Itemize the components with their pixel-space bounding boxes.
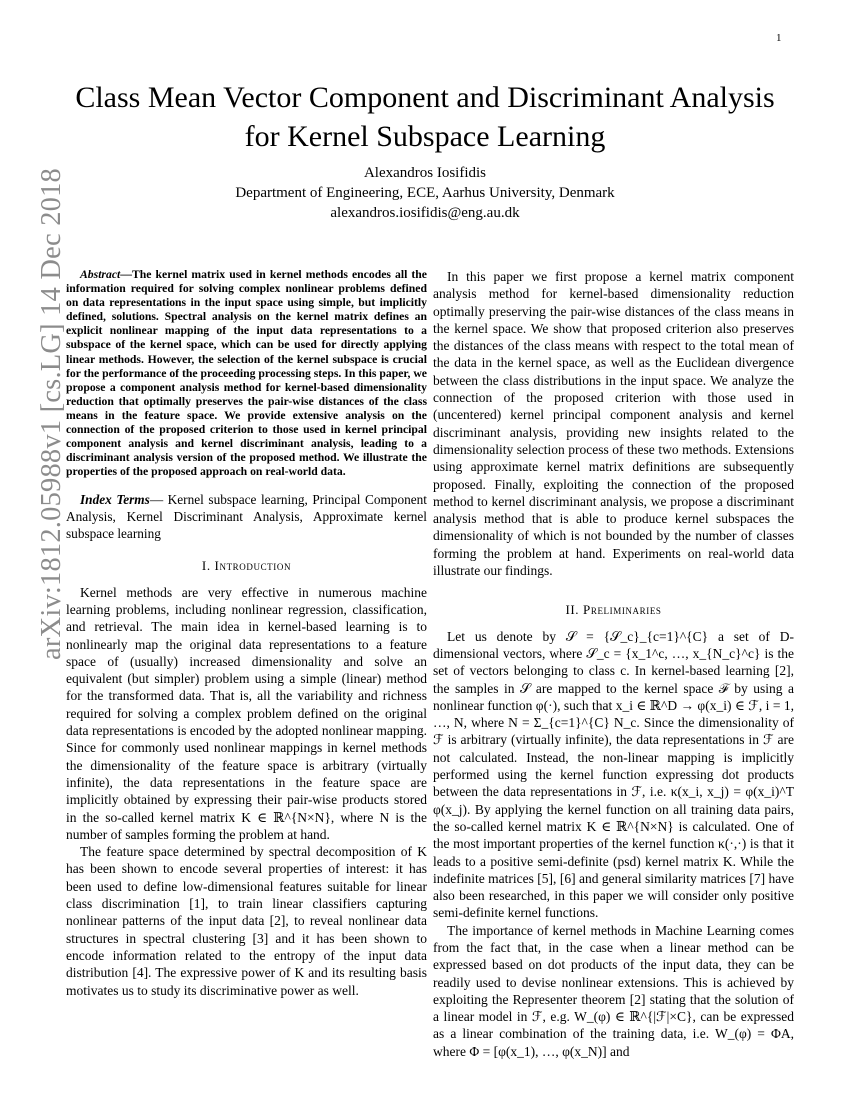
index-terms bbox=[66, 491, 427, 542]
abstract-text: —The kernel matrix used in kernel methods encodes all the information required for solving complex nonlinear problems defined on data representations in the input space using simple, but implicitly defined, solutions. Spectral analysis on the kernel matrix defines an explicit nonlinear mapping of the input data representations to a subspace of the kernel space, which can be used for directly applying linear methods. However, the selection of the kernel subspace is crucial for the performance of the proceeding processing steps. In this paper, we propose a component analysis method for kernel-based dimensionality reduction that optimally preserves the pair-wise distances of the class means in the feature space. We provide extensive analysis on the connection of the proposed criterion to those used in kernel principal component analysis and kernel discriminant analysis, leading to a discriminant analysis version of the proposed method. We illustrate the properties of the proposed approach on real-world data. bbox=[66, 268, 427, 479]
intro-paragraph-1: Kernel methods are very effective in numerous machine learning problems, including nonlinear regression, classification, and retrieval. The main idea in kernel-based learning is to nonlinearly map the original data representations to a feature space of (usually) increased dimensionality and solve an equivalent (but simpler) problem using a simple (linear) method for the transformed data. That is, all the variability and richness required for solving a complex problem defined on the original data representations is encoded by the adopted nonlinear mapping. Since for commonly used nonlinear mappings in kernel methods the dimensionality of the feature space is arbitrary (virtually infinite), the data representations in the feature space are implicitly obtained by expressing their pair-wise products stored in the so-called kernel matrix K ∈ ℝ^{N×N}, where N is the number of samples forming the problem at hand. bbox=[66, 584, 427, 842]
left-column bbox=[66, 268, 427, 999]
author-affiliation: Department of Engineering, ECE, Aarhus University, Denmark bbox=[235, 185, 615, 201]
paper-title: Class Mean Vector Component and Discriminant Analysis for Kernel Subspace Learning bbox=[75, 81, 775, 153]
prelim-paragraph-1: Let us denote by 𝒮 = {𝒮_c}_{c=1}^{C} a set of D-dimensional vectors, where 𝒮_c = {x_1^c, …, x_{N_c}^c} is the set of vectors belonging to class c. In kernel-based learning [2], the samples in 𝒮 are mapped to the kernel space ℱ by using a nonlinear function φ(·), such that x_i ∈ ℝ^D → φ(x_i) ∈ ℱ, i = 1, …, N, where N = Σ_{c=1}^{C} N_c. Since the dimensionality of ℱ is arbitrary (virtually infinite), the data representations in ℱ are not calculated. Instead, the non-linear mapping is implicitly performed using the kernel function expressing dot products between the data representations in ℱ, i.e. κ(x_i, x_j) = φ(x_i)^T φ(x_j). By applying the kernel function on all training data pairs, the so-called kernel matrix K ∈ ℝ^{N×N} is calculated. One of the most important properties of the kernel function κ(·,·) is that it leads to a positive semi-definite (psd) kernel matrix K. While the indefinite matrices [5], [6] and general similarity matrices [7] have also been researched, in this paper we will consider only positive semi-definite kernel functions. bbox=[433, 628, 794, 921]
intro-paragraph-2: The feature space determined by spectral decomposition of K has been shown to encode several properties of interest: it has been used to define low-dimensional features suitable for linear class discrimination [1], to train linear classifiers capturing nonlinear patterns of the input data [2], to reveal nonlinear data structures in spectral clustering [3] and it has been shown to encode information related to the entropy of the input data distribution [4]. The expressive power of K and its resulting basis motivates us to study its discriminative power as well. bbox=[66, 844, 427, 998]
index-terms-text: — Kernel subspace learning, Principal Component Analysis, Kernel Discriminant Analysis, Approximate kernel subspace learning bbox=[66, 492, 428, 542]
author-name: Alexandros Iosifidis bbox=[363, 165, 487, 181]
page-number: 1 bbox=[776, 32, 782, 44]
right-column bbox=[433, 268, 794, 1060]
intro-paragraph-3: In this paper we first propose a kernel matrix component analysis method for kernel-based dimensionality reduction optimally preserving the pair-wise distances of the class means in the kernel space. We show that proposed criterion also preserves the distances of the class means with respect to the total mean of the data in the kernel space, as well as the Euclidean divergence between the class distributions in the input space. We analyze the connection of the proposed criterion with those used in (uncentered) kernel principal component analysis and kernel discriminant analysis, providing new insights related to the dimensionality selection process of these two methods. Extensions using approximate kernel matrix definitions are subsequently proposed. Finally, exploiting the connection of the proposed method to kernel discriminant analysis, we propose a discriminant analysis method that is able to produce kernel subspaces the dimensionality of which is not bounded by the number of classes forming the problem at hand. Experiments on real-world data illustrate our findings. bbox=[433, 269, 794, 579]
prelim-paragraph-2: The importance of kernel methods in Machine Learning comes from the fact that, in the case when a linear method can be expressed based on dot products of the input data, they can be readily used to devise nonlinear extensions. This is achieved by exploiting the Representer theorem [2] stating that the solution of a linear model in ℱ, e.g. W_(φ) ∈ ℝ^{|ℱ|×C}, can be expressed as a linear combination of the training data, i.e. W_(φ) = ΦA, where Φ = [φ(x_1), …, φ(x_N)] and bbox=[433, 922, 794, 1059]
section-heading-preliminaries: II. Preliminaries bbox=[565, 602, 662, 618]
arxiv-identifier[interactable]: arXiv:1812.05988v1 [cs.LG] 14 Dec 2018 bbox=[36, 167, 67, 660]
section-heading-introduction: I. Introduction bbox=[201, 558, 292, 574]
author-block bbox=[60, 163, 790, 223]
index-terms-label: Index Terms bbox=[80, 492, 150, 508]
author-email[interactable]: alexandros.iosifidis@eng.au.dk bbox=[330, 205, 520, 221]
abstract-label: Abstract bbox=[80, 268, 121, 281]
abstract bbox=[66, 268, 427, 479]
